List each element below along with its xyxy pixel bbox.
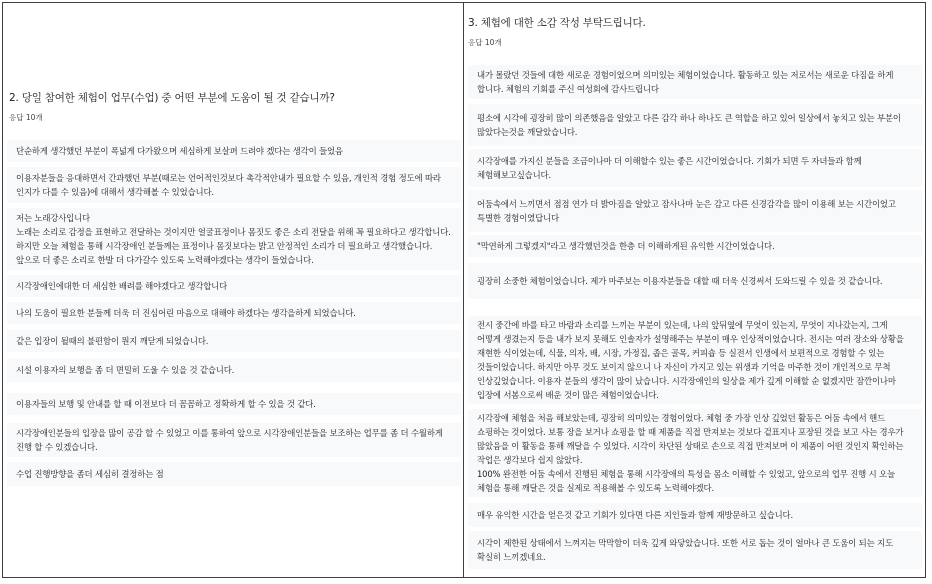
response-item: 이용자분들을 응대하면서 간과했던 부분(때로는 언어적인것보다 촉각적안내가 필요할 수 있음, 개인적 경험 정도에 따라 인지가 다를 수 있음)에 대해서 생각해볼 수 있었습니다. xyxy=(7,167,461,203)
question-2-response-count: 응답 10개 xyxy=(9,113,43,122)
response-item: 나의 도움이 필요한 분들께 더욱 더 진심어린 마음으로 대해야 하겠다는 생각을하게 되었습니다. xyxy=(7,302,461,324)
response-item: 전시 중간에 바를 타고 바람과 소리를 느끼는 부분이 있는데, 나의 앞뒤옆에 무엇이 있는지, 무엇이 지나갔는지, 그게 어떻게 생겼는지 등을 내가 보지 못해도 인솔자가 설명해주는 부분이 매우 인상적이었습니다. 전시는 여러 장소와 상황을 재현한 식이었는데, 식물, 의자, 배, 시장, 가정집, 좁은 골목, 커피숍 등 실전서 인생에서 보편적으로 경험할 수 있는 것들이었습니다. 하지만 아무 것도 보이지 않으니 나 자신이 가지고 있는 위생과 기억을 마주한 것이 개인적으로 무척 인상깊었습니다. 이용자 분들의 생각이 많이 났습니다. 시각장애인의 일상을 제가 깊게 이해할 순 없겠지만 잠깐이나마 입장에 서봄으로써 배운 것이 많은 체험이었습니다. xyxy=(468,316,922,404)
response-item: 굉장히 소중한 체험이었습니다. 제가 마주보는 이용자분들을 대할 때 더욱 신경써서 도와드릴 수 있을 것 같습니다. xyxy=(468,263,922,299)
response-item: 단순하게 생각했던 부분이 폭넓게 다가왔으며 세심하게 보살펴 드려야 겠다는 생각이 들었음 xyxy=(7,140,461,162)
response-item: 시설 이용자의 보행을 좀 더 면밀히 도울 수 있을 것 같습니다. xyxy=(7,358,461,382)
question-2-title: 2. 당일 참여한 체험이 업무(수업) 중 어떤 부분에 도움이 될 것 같습니까? xyxy=(9,92,335,104)
question-3-title: 3. 체험에 대한 소감 작성 부탁드립니다. xyxy=(468,17,646,29)
response-item: 평소에 시각에 굉장히 많이 의존했음을 알았고 다른 감각 하나 하나도 큰 역할을 하고 있어 일상에서 놓치고 있는 부분이 많았다는것을 깨달았습니다. xyxy=(468,104,922,146)
response-item: 시각장애인에대한 더 세심한 배려를 해야겠다고 생각합니다 xyxy=(7,275,461,297)
response-item: 이용자들의 보행 및 안내를 할 때 이전보다 더 꼼꼼하고 정확하게 할 수 있을 것 같다. xyxy=(7,393,461,415)
survey-results-frame xyxy=(2,2,926,578)
question-2-panel xyxy=(3,3,464,577)
question-3-response-count: 응답 10개 xyxy=(468,38,502,47)
response-item: 시각장애를 가지신 분들을 조금이나마 더 이해할수 있는 좋은 시간이었습니다. 기회가 되면 두 자녀들과 함께 체험해보고싶습니다. xyxy=(468,149,922,187)
response-item: 같은 입장이 될때의 불편함이 뭔지 깨닫게 되었습니다. xyxy=(7,330,461,352)
question-3-panel xyxy=(464,3,925,577)
response-item: 내가 몰랐던 것들에 대한 새로운 경험이었으며 의미있는 체험이었습니다. 활동하고 있는 저로서는 새로운 다짐을 하게 합니다. 체험의 기회를 주신 여성회에 감사드립니다 xyxy=(468,65,922,99)
response-item: 저는 노래강사입니다 노래는 소리로 감정을 표현하고 전달하는 것이지만 얼굴표정이나 몸짓도 좋은 소리 전달을 위해 꼭 필요하다고 생각합니다. 하지만 오늘 체험을 통해 시각장애인 분들께는 표정이나 몸짓보다는 밝고 안정적인 소리가 더 필요하고 생각했습니다. 앞으로 더 좋은 소리로 한발 더 다가갈수 있도록 노력해야겠다는 생각이 들었습니다. xyxy=(7,208,461,270)
response-item: 시각장애인분들의 입장을 많이 공감 할 수 있었고 이를 통하여 앞으로 시각장애인분들을 보조하는 업무를 좀 더 수월하게 진행 할 수 있겠습니다. xyxy=(7,423,461,457)
response-item: 매우 유익한 시간을 얻은것 같고 기회가 있다면 다른 지인들과 함께 재방문하고 싶습니다. xyxy=(468,503,922,527)
response-item: 시각장애 체험을 처음 해보았는데, 굉장히 의미있는 경험이었다. 체험 중 가장 인상 깊었던 활동은 어둠 속에서 핸드 쇼핑하는 것이었다. 보통 장을 보거나 쇼핑을 할 때 제품을 직접 만져보는 것보다 겉표지나 포장된 것을 보고 사는 경우가 많았음을 이 활동을 통해 깨달을 수 있었다. 시각이 차단된 상태로 손으로 직접 만져보며 이 제품이 어떤 것인지 확인하는 작업은 생각보다 쉽지 않았다. 100% 완전한 어둠 속에서 진행된 체험을 통해 시각장애의 특성을 몸소 이해할 수 있었고, 앞으로의 업무 진행 시 오늘 체험을 통해 깨달은 것을 실제로 적용해볼 수 있도록 노력해야겠다. xyxy=(468,409,922,497)
response-item: "막연하게 그렇겠지"라고 생각했던것을 한층 더 이해하게된 유익한 시간이었습니다. xyxy=(468,235,922,257)
response-item: 시각이 제한된 상태에서 느껴지는 막막함이 더욱 깊게 와닿았습니다. 또한 서로 돕는 것이 얼마나 큰 도움이 되는 지도 확실히 느끼겠네요. xyxy=(468,531,922,569)
response-item: 수업 진행방향을 좀더 세심히 결정하는 점 xyxy=(7,462,461,486)
response-item: 어둠속에서 느끼면서 점점 연가 더 밝아짐을 알았고 잠사나마 눈은 감고 다른 신경감각을 많이 이용해 보는 시간이었고 특별한 경험이였답니다 xyxy=(468,190,922,232)
